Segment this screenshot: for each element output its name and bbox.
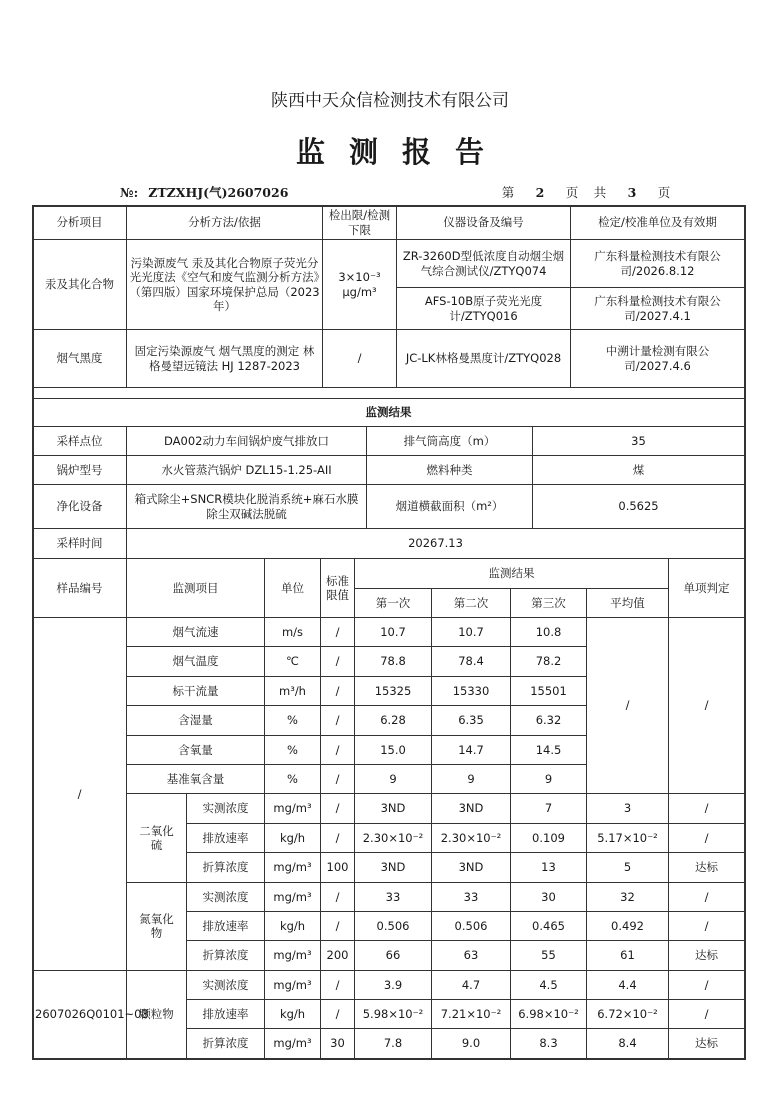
param-name: 标干流量 xyxy=(127,676,265,705)
sampling-point-label: 采样点位 xyxy=(33,427,127,456)
purification-value: 箱式除尘+SNCR模块化脱消系统+麻石水膜除尘双碱法脱硫 xyxy=(127,485,367,529)
mercury-method: 污染源废气 汞及其化合物原子荧光分光光度法《空气和废气监测分析方法》（第四版）国家环境保护总局（2023年） xyxy=(127,240,323,330)
measure-average: 3 xyxy=(587,794,669,823)
mercury-instrument-2: AFS-10B原子荧光光度计/ZTYQ016 xyxy=(397,288,571,330)
measure-unit: mg/m³ xyxy=(265,882,321,911)
param-standard: / xyxy=(321,706,355,735)
param-value: 9 xyxy=(355,764,432,793)
param-unit: % xyxy=(265,764,321,793)
measure-value: 0.506 xyxy=(355,911,432,940)
measure-judgement: / xyxy=(669,970,745,999)
measure-value: 55 xyxy=(511,941,587,970)
header-calibration: 检定/校准单位及有效期 xyxy=(571,206,745,240)
measure-unit: mg/m³ xyxy=(265,794,321,823)
header-instrument: 仪器设备及编号 xyxy=(397,206,571,240)
page-indicator xyxy=(494,183,678,201)
measure-value: 3ND xyxy=(432,853,511,882)
measure-average: 5 xyxy=(587,853,669,882)
param-value: 14.5 xyxy=(511,735,587,764)
param-value: 10.8 xyxy=(511,618,587,647)
header-second: 第二次 xyxy=(432,589,511,618)
company-name: 陕西中天众信检测技术有限公司 xyxy=(271,91,509,111)
measure-value: 7 xyxy=(511,794,587,823)
header-item: 监测项目 xyxy=(127,559,265,618)
measure-average: 5.17×10⁻² xyxy=(587,823,669,852)
measure-type: 实测浓度 xyxy=(187,970,265,999)
measure-average: 61 xyxy=(587,941,669,970)
measure-average: 6.72×10⁻² xyxy=(587,1000,669,1029)
param-value: 15501 xyxy=(511,676,587,705)
page-di: 第 xyxy=(501,185,515,200)
sampling-point-value: DA002动力车间锅炉废气排放口 xyxy=(127,427,367,456)
monitoring-data-table xyxy=(32,558,745,1059)
stack-height-value: 35 xyxy=(533,427,745,456)
fuel-type-label: 燃料种类 xyxy=(367,456,533,485)
param-unit: m/s xyxy=(265,618,321,647)
measure-value: 5.98×10⁻² xyxy=(355,1000,432,1029)
measure-type: 实测浓度 xyxy=(187,882,265,911)
measure-unit: mg/m³ xyxy=(265,853,321,882)
measure-judgement: / xyxy=(669,823,745,852)
measure-average: 4.4 xyxy=(587,970,669,999)
smoke-instrument: JC-LK林格曼黑度计/ZTYQ028 xyxy=(397,330,571,388)
param-value: 9 xyxy=(511,764,587,793)
measure-value: 0.465 xyxy=(511,911,587,940)
measure-value: 66 xyxy=(355,941,432,970)
param-value: 14.7 xyxy=(432,735,511,764)
param-standard: / xyxy=(321,676,355,705)
param-average: / xyxy=(587,618,669,794)
sampling-time-label: 采样时间 xyxy=(33,529,127,559)
pollutant-name: 颗粒物 xyxy=(127,970,187,1058)
measure-unit: kg/h xyxy=(265,1000,321,1029)
param-value: 6.28 xyxy=(355,706,432,735)
measure-standard: / xyxy=(321,794,355,823)
param-value: 10.7 xyxy=(355,618,432,647)
measure-value: 3.9 xyxy=(355,970,432,999)
measure-unit: kg/h xyxy=(265,911,321,940)
header-analysis-item: 分析项目 xyxy=(33,206,127,240)
report-title: 监测报告 xyxy=(295,135,508,169)
param-standard: / xyxy=(321,764,355,793)
measure-value: 3ND xyxy=(432,794,511,823)
measure-standard: / xyxy=(321,882,355,911)
report-number xyxy=(120,183,288,201)
table-row xyxy=(33,794,745,823)
param-unit: ℃ xyxy=(265,647,321,676)
param-value: 6.35 xyxy=(432,706,511,735)
measure-value: 33 xyxy=(432,882,511,911)
param-name: 烟气温度 xyxy=(127,647,265,676)
measure-type: 折算浓度 xyxy=(187,941,265,970)
smoke-limit: / xyxy=(323,330,397,388)
header-average: 平均值 xyxy=(587,589,669,618)
param-value: 6.32 xyxy=(511,706,587,735)
boiler-model-value: 水火管蒸汽锅炉 DZL15-1.25-AII xyxy=(127,456,367,485)
sample-number: / xyxy=(33,618,127,971)
table-row xyxy=(33,882,745,911)
report-number-label: №: xyxy=(120,185,139,200)
param-value: 78.8 xyxy=(355,647,432,676)
pollutant-name: 二氧化硫 xyxy=(127,794,187,882)
measure-judgement: 达标 xyxy=(669,941,745,970)
measure-unit: kg/h xyxy=(265,823,321,852)
param-value: 15.0 xyxy=(355,735,432,764)
measure-average: 32 xyxy=(587,882,669,911)
measure-standard: 200 xyxy=(321,941,355,970)
fuel-type-value: 煤 xyxy=(533,456,745,485)
param-value: 78.2 xyxy=(511,647,587,676)
header-judgement: 单项判定 xyxy=(669,559,745,618)
measure-value: 3ND xyxy=(355,853,432,882)
param-value: 10.7 xyxy=(432,618,511,647)
param-unit: m³/h xyxy=(265,676,321,705)
param-standard: / xyxy=(321,618,355,647)
sampling-time-value: 20267.13 xyxy=(127,529,745,559)
mercury-instrument-1: ZR-3260D型低浓度自动烟尘烟气综合测试仪/ZTYQ074 xyxy=(397,240,571,288)
param-value: 15330 xyxy=(432,676,511,705)
methods-row-mercury xyxy=(33,240,745,288)
header-results: 监测结果 xyxy=(355,559,669,589)
measure-value: 4.5 xyxy=(511,970,587,999)
page-gong: 共 xyxy=(593,185,607,200)
measure-judgement: 达标 xyxy=(669,1029,745,1058)
param-name: 烟气流速 xyxy=(127,618,265,647)
measure-standard: / xyxy=(321,823,355,852)
header-analysis-method: 分析方法/依据 xyxy=(127,206,323,240)
stack-height-label: 排气筒高度（m） xyxy=(367,427,533,456)
measure-type: 折算浓度 xyxy=(187,1029,265,1058)
measure-average: 8.4 xyxy=(587,1029,669,1058)
measure-value: 2.30×10⁻² xyxy=(355,823,432,852)
param-standard: / xyxy=(321,647,355,676)
measure-value: 0.506 xyxy=(432,911,511,940)
page-ye2: 页 xyxy=(657,185,671,200)
flue-area-label: 烟道横截面积（m²） xyxy=(367,485,533,529)
measure-value: 6.98×10⁻² xyxy=(511,1000,587,1029)
param-name: 含湿量 xyxy=(127,706,265,735)
measure-standard: / xyxy=(321,1000,355,1029)
measure-judgement: / xyxy=(669,882,745,911)
measure-standard: / xyxy=(321,970,355,999)
header-sample-no: 样品编号 xyxy=(33,559,127,618)
methods-header-row xyxy=(33,206,745,240)
param-unit: % xyxy=(265,706,321,735)
param-name: 基准氧含量 xyxy=(127,764,265,793)
param-value: 78.4 xyxy=(432,647,511,676)
report-number-value: ZTZXHJ(气)2607026 xyxy=(148,185,289,200)
measure-judgement: / xyxy=(669,911,745,940)
measure-value: 9.0 xyxy=(432,1029,511,1058)
header-detection-limit: 检出限/检测下限 xyxy=(323,206,397,240)
measure-value: 3ND xyxy=(355,794,432,823)
param-unit: % xyxy=(265,735,321,764)
measure-value: 33 xyxy=(355,882,432,911)
param-judgement: / xyxy=(669,618,745,794)
measure-standard: 100 xyxy=(321,853,355,882)
table-row xyxy=(33,970,745,999)
param-name: 含氧量 xyxy=(127,735,265,764)
measure-unit: mg/m³ xyxy=(265,941,321,970)
sample-number: 2607026Q0101~03 xyxy=(33,970,127,1058)
param-value: 15325 xyxy=(355,676,432,705)
measure-value: 63 xyxy=(432,941,511,970)
param-standard: / xyxy=(321,735,355,764)
measure-judgement: / xyxy=(669,1000,745,1029)
methods-row-smoke xyxy=(33,330,745,388)
page-number: 2 xyxy=(535,185,545,200)
measure-type: 折算浓度 xyxy=(187,853,265,882)
measure-judgement: / xyxy=(669,794,745,823)
measure-value: 4.7 xyxy=(432,970,511,999)
smoke-calibration: 中溯计量检测有限公司/2027.4.6 xyxy=(571,330,745,388)
measure-type: 排放速率 xyxy=(187,911,265,940)
methods-table xyxy=(32,205,745,388)
measure-value: 30 xyxy=(511,882,587,911)
measure-unit: mg/m³ xyxy=(265,1029,321,1058)
measure-standard: / xyxy=(321,911,355,940)
page-total: 3 xyxy=(627,185,637,200)
measure-value: 13 xyxy=(511,853,587,882)
measure-type: 排放速率 xyxy=(187,823,265,852)
measure-value: 0.109 xyxy=(511,823,587,852)
measure-average: 0.492 xyxy=(587,911,669,940)
flue-area-value: 0.5625 xyxy=(533,485,745,529)
mercury-calibration-1: 广东科量检测技术有限公司/2026.8.12 xyxy=(571,240,745,288)
smoke-item: 烟气黑度 xyxy=(33,330,127,388)
header-third: 第三次 xyxy=(511,589,587,618)
measure-type: 排放速率 xyxy=(187,1000,265,1029)
site-info-table xyxy=(32,398,745,559)
param-value: 9 xyxy=(432,764,511,793)
measure-value: 7.8 xyxy=(355,1029,432,1058)
results-title: 监测结果 xyxy=(33,399,745,427)
page-ye: 页 xyxy=(565,185,579,200)
measure-unit: mg/m³ xyxy=(265,970,321,999)
mercury-item: 汞及其化合物 xyxy=(33,240,127,330)
measure-type: 实测浓度 xyxy=(187,794,265,823)
header-standard-limit: 标准限值 xyxy=(321,559,355,618)
measure-value: 8.3 xyxy=(511,1029,587,1058)
measure-value: 7.21×10⁻² xyxy=(432,1000,511,1029)
header-first: 第一次 xyxy=(355,589,432,618)
measure-value: 2.30×10⁻² xyxy=(432,823,511,852)
pollutant-name: 氮氧化物 xyxy=(127,882,187,970)
boiler-model-label: 锅炉型号 xyxy=(33,456,127,485)
measure-standard: 30 xyxy=(321,1029,355,1058)
measure-judgement: 达标 xyxy=(669,853,745,882)
mercury-calibration-2: 广东科量检测技术有限公司/2027.4.1 xyxy=(571,288,745,330)
smoke-method: 固定污染源废气 烟气黑度的测定 林格曼望远镜法 HJ 1287-2023 xyxy=(127,330,323,388)
table-row xyxy=(33,618,745,647)
purification-label: 净化设备 xyxy=(33,485,127,529)
mercury-limit: 3×10⁻³ μg/m³ xyxy=(323,240,397,330)
header-unit: 单位 xyxy=(265,559,321,618)
